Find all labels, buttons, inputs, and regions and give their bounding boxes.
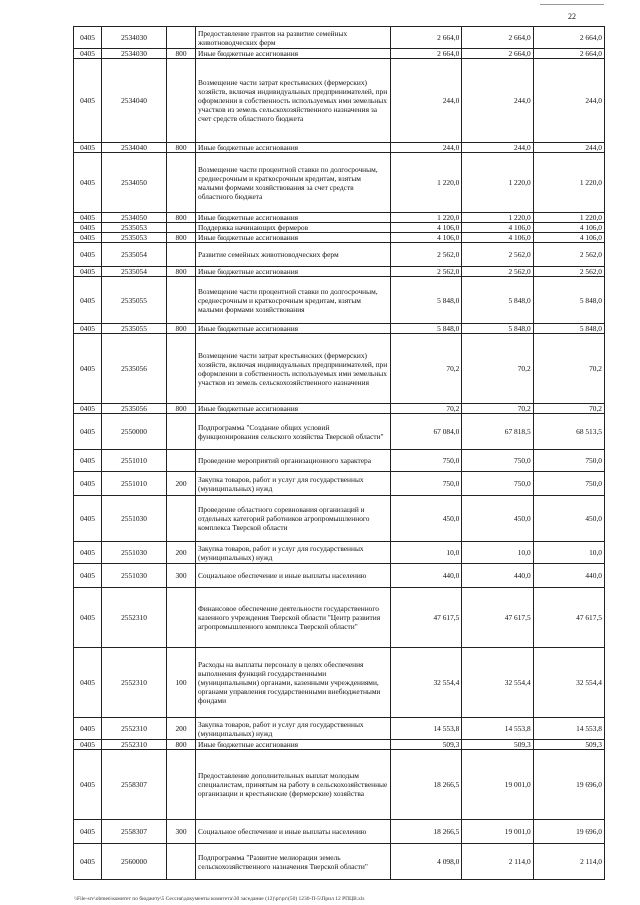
section-code: 0405 — [74, 564, 102, 588]
expense-type — [167, 844, 196, 880]
target-code: 2535055 — [102, 324, 167, 334]
table-row — [74, 496, 605, 542]
amount-year-3: 2 562,0 — [533, 267, 604, 277]
target-code: 2535053 — [102, 223, 167, 233]
target-code: 2552310 — [102, 740, 167, 750]
amount-year-2: 47 617,5 — [462, 588, 533, 648]
item-name: Возмещение части затрат крестьянских (фермерских) хозяйств, включая индивидуальных предпринимателей, при оформлении в собственность используемых ими земельных участков из земель сельскохозяйственного назначения — [196, 334, 391, 404]
section-code: 0405 — [74, 844, 102, 880]
amount-year-3: 750,0 — [533, 472, 604, 496]
item-name: Проведение мероприятий организационного характера — [196, 450, 391, 472]
amount-year-1: 450,0 — [391, 496, 462, 542]
table-row — [74, 648, 605, 718]
amount-year-1: 4 106,0 — [391, 223, 462, 233]
table-row — [74, 564, 605, 588]
amount-year-1: 4 106,0 — [391, 233, 462, 243]
table-row — [74, 334, 605, 404]
item-name: Иные бюджетные ассигнования — [196, 143, 391, 153]
item-name: Подпрограмма "Создание общих условий функционирования сельского хозяйства Тверской области" — [196, 414, 391, 450]
amount-year-3: 70,2 — [533, 404, 604, 414]
item-name: Финансовое обеспечение деятельности государственного казенного учреждения Тверской области "Центр развития агропромышленного комплекса Тверской области" — [196, 588, 391, 648]
target-code: 2558307 — [102, 750, 167, 820]
section-code: 0405 — [74, 233, 102, 243]
amount-year-3: 450,0 — [533, 496, 604, 542]
target-code: 2551030 — [102, 564, 167, 588]
amount-year-2: 2 664,0 — [462, 49, 533, 59]
expense-type — [167, 334, 196, 404]
expense-type: 800 — [167, 267, 196, 277]
amount-year-3: 509,3 — [533, 740, 604, 750]
table-row — [74, 27, 605, 49]
item-name: Закупка товаров, работ и услуг для государственных (муниципальных) нужд — [196, 542, 391, 564]
table-row — [74, 267, 605, 277]
amount-year-2: 19 001,0 — [462, 750, 533, 820]
amount-year-3: 4 106,0 — [533, 233, 604, 243]
item-name: Возмещение части процентной ставки по долгосрочным, среднесрочным и краткосрочным кредитам, взятым малыми формами хозяйствования — [196, 277, 391, 324]
amount-year-1: 244,0 — [391, 143, 462, 153]
amount-year-3: 47 617,5 — [533, 588, 604, 648]
amount-year-1: 1 220,0 — [391, 153, 462, 213]
section-code: 0405 — [74, 450, 102, 472]
item-name: Иные бюджетные ассигнования — [196, 267, 391, 277]
section-code: 0405 — [74, 496, 102, 542]
amount-year-2: 2 114,0 — [462, 844, 533, 880]
amount-year-3: 750,0 — [533, 450, 604, 472]
amount-year-2: 2 562,0 — [462, 243, 533, 267]
amount-year-1: 47 617,5 — [391, 588, 462, 648]
section-code: 0405 — [74, 213, 102, 223]
amount-year-1: 18 266,5 — [391, 750, 462, 820]
table-row — [74, 414, 605, 450]
section-code: 0405 — [74, 27, 102, 49]
amount-year-1: 70,2 — [391, 404, 462, 414]
amount-year-2: 14 553,8 — [462, 718, 533, 740]
target-code: 2560000 — [102, 844, 167, 880]
item-name: Развитие семейных животноводческих ферм — [196, 243, 391, 267]
expense-type: 800 — [167, 233, 196, 243]
amount-year-2: 450,0 — [462, 496, 533, 542]
amount-year-1: 10,0 — [391, 542, 462, 564]
expense-type: 800 — [167, 143, 196, 153]
item-name: Иные бюджетные ассигнования — [196, 324, 391, 334]
target-code: 2535054 — [102, 243, 167, 267]
amount-year-1: 244,0 — [391, 59, 462, 143]
item-name: Возмещение части процентной ставки по долгосрочным, среднесрочным и краткосрочным кредитам, взятым малыми формами хозяйствования за счет средств областного бюджета — [196, 153, 391, 213]
amount-year-3: 244,0 — [533, 59, 604, 143]
amount-year-2: 4 106,0 — [462, 223, 533, 233]
amount-year-3: 5 848,0 — [533, 324, 604, 334]
section-code: 0405 — [74, 404, 102, 414]
amount-year-1: 14 553,8 — [391, 718, 462, 740]
section-code: 0405 — [74, 267, 102, 277]
amount-year-1: 509,3 — [391, 740, 462, 750]
amount-year-2: 19 001,0 — [462, 820, 533, 844]
item-name: Закупка товаров, работ и услуг для государственных (муниципальных) нужд — [196, 718, 391, 740]
expense-type — [167, 750, 196, 820]
target-code: 2534040 — [102, 143, 167, 153]
amount-year-3: 440,0 — [533, 564, 604, 588]
section-code: 0405 — [74, 153, 102, 213]
table-row — [74, 844, 605, 880]
budget-table — [73, 26, 605, 880]
expense-type: 800 — [167, 740, 196, 750]
amount-year-2: 2 664,0 — [462, 27, 533, 49]
amount-year-3: 1 220,0 — [533, 153, 604, 213]
table-row — [74, 59, 605, 143]
section-code: 0405 — [74, 143, 102, 153]
item-name: Предоставление дополнительных выплат молодым специалистам, принятым на работу в сельскохозяйственные организации и крестьянские (фермерские) хозяйства — [196, 750, 391, 820]
expense-type — [167, 414, 196, 450]
item-name: Расходы на выплаты персоналу в целях обеспечения выполнения функций государственными (муниципальными) органами, казенными учреждениями, органами управления государственными внебюджетными фондами — [196, 648, 391, 718]
item-name: Иные бюджетные ассигнования — [196, 404, 391, 414]
item-name: Иные бюджетные ассигнования — [196, 233, 391, 243]
expense-type: 100 — [167, 648, 196, 718]
file-path-footer: \\File-srv\obmen\комитет по бюджету\5 Сессия\документы комитета\30 заседание (12)\pr\pr\(50) 1230-П-5\Прил 12 РПЦВ.xls — [74, 896, 365, 902]
amount-year-3: 10,0 — [533, 542, 604, 564]
amount-year-3: 4 106,0 — [533, 223, 604, 233]
amount-year-1: 2 562,0 — [391, 243, 462, 267]
amount-year-1: 1 220,0 — [391, 213, 462, 223]
section-code: 0405 — [74, 49, 102, 59]
amount-year-2: 244,0 — [462, 143, 533, 153]
expense-type: 800 — [167, 49, 196, 59]
amount-year-2: 1 220,0 — [462, 213, 533, 223]
section-code: 0405 — [74, 414, 102, 450]
amount-year-3: 19 696,0 — [533, 750, 604, 820]
target-code: 2551030 — [102, 542, 167, 564]
expense-type: 200 — [167, 718, 196, 740]
item-name: Закупка товаров, работ и услуг для государственных (муниципальных) нужд — [196, 472, 391, 496]
section-code: 0405 — [74, 588, 102, 648]
target-code: 2550000 — [102, 414, 167, 450]
item-name: Предоставление грантов на развитие семейных животноводческих ферм — [196, 27, 391, 49]
item-name: Подпрограмма "Развитие мелиорации земель сельскохозяйственного назначения Тверской области" — [196, 844, 391, 880]
target-code: 2534050 — [102, 153, 167, 213]
amount-year-1: 440,0 — [391, 564, 462, 588]
amount-year-3: 2 664,0 — [533, 27, 604, 49]
target-code: 2535055 — [102, 277, 167, 324]
expense-type — [167, 450, 196, 472]
expense-type: 300 — [167, 564, 196, 588]
expense-type — [167, 223, 196, 233]
table-row — [74, 472, 605, 496]
amount-year-1: 5 848,0 — [391, 277, 462, 324]
item-name: Возмещение части затрат крестьянских (фермерских) хозяйств, включая индивидуальных предпринимателей, при оформлении в собственность используемых ими земельных участков из земель сельскохозяйственного назначения за счет средств областного бюджета — [196, 59, 391, 143]
header-rule — [540, 4, 604, 5]
amount-year-3: 1 220,0 — [533, 213, 604, 223]
amount-year-2: 750,0 — [462, 450, 533, 472]
expense-type: 800 — [167, 324, 196, 334]
table-row — [74, 820, 605, 844]
expense-type — [167, 496, 196, 542]
item-name: Иные бюджетные ассигнования — [196, 740, 391, 750]
amount-year-2: 440,0 — [462, 564, 533, 588]
amount-year-2: 509,3 — [462, 740, 533, 750]
amount-year-2: 750,0 — [462, 472, 533, 496]
target-code: 2551030 — [102, 496, 167, 542]
expense-type: 800 — [167, 404, 196, 414]
section-code: 0405 — [74, 820, 102, 844]
amount-year-1: 750,0 — [391, 472, 462, 496]
section-code: 0405 — [74, 542, 102, 564]
expense-type — [167, 27, 196, 49]
item-name: Проведение областного соревнования организаций и отдельных категорий работников агропромышленного комплекса Тверской области — [196, 496, 391, 542]
target-code: 2534050 — [102, 213, 167, 223]
section-code: 0405 — [74, 243, 102, 267]
target-code: 2551010 — [102, 450, 167, 472]
table-row — [74, 277, 605, 324]
amount-year-1: 32 554,4 — [391, 648, 462, 718]
amount-year-1: 18 266,5 — [391, 820, 462, 844]
section-code: 0405 — [74, 718, 102, 740]
amount-year-1: 2 562,0 — [391, 267, 462, 277]
target-code: 2534030 — [102, 49, 167, 59]
table-row — [74, 233, 605, 243]
target-code: 2552310 — [102, 648, 167, 718]
table-row — [74, 143, 605, 153]
table-row — [74, 243, 605, 267]
section-code: 0405 — [74, 740, 102, 750]
table-row — [74, 324, 605, 334]
section-code: 0405 — [74, 750, 102, 820]
section-code: 0405 — [74, 324, 102, 334]
amount-year-2: 32 554,4 — [462, 648, 533, 718]
table-row — [74, 588, 605, 648]
table-row — [74, 542, 605, 564]
table-row — [74, 740, 605, 750]
table-row — [74, 750, 605, 820]
item-name: Социальное обеспечение и иные выплаты населению — [196, 564, 391, 588]
item-name: Иные бюджетные ассигнования — [196, 213, 391, 223]
amount-year-1: 67 084,0 — [391, 414, 462, 450]
page-number: 22 — [568, 12, 576, 21]
amount-year-2: 67 818,5 — [462, 414, 533, 450]
amount-year-2: 4 106,0 — [462, 233, 533, 243]
amount-year-3: 2 562,0 — [533, 243, 604, 267]
expense-type — [167, 153, 196, 213]
amount-year-3: 19 696,0 — [533, 820, 604, 844]
table-row — [74, 153, 605, 213]
target-code: 2534040 — [102, 59, 167, 143]
expense-type: 300 — [167, 820, 196, 844]
amount-year-2: 70,2 — [462, 404, 533, 414]
amount-year-3: 2 114,0 — [533, 844, 604, 880]
amount-year-2: 1 220,0 — [462, 153, 533, 213]
amount-year-2: 10,0 — [462, 542, 533, 564]
amount-year-3: 14 553,8 — [533, 718, 604, 740]
amount-year-1: 2 664,0 — [391, 49, 462, 59]
expense-type — [167, 277, 196, 324]
target-code: 2552310 — [102, 588, 167, 648]
item-name: Поддержка начинающих фермеров — [196, 223, 391, 233]
expense-type: 200 — [167, 542, 196, 564]
item-name: Социальное обеспечение и иные выплаты населению — [196, 820, 391, 844]
expense-type — [167, 588, 196, 648]
amount-year-1: 2 664,0 — [391, 27, 462, 49]
section-code: 0405 — [74, 472, 102, 496]
target-code: 2534030 — [102, 27, 167, 49]
table-row — [74, 223, 605, 233]
target-code: 2535056 — [102, 404, 167, 414]
amount-year-3: 5 848,0 — [533, 277, 604, 324]
table-row — [74, 404, 605, 414]
expense-type: 800 — [167, 213, 196, 223]
target-code: 2535056 — [102, 334, 167, 404]
amount-year-1: 5 848,0 — [391, 324, 462, 334]
amount-year-3: 68 513,5 — [533, 414, 604, 450]
section-code: 0405 — [74, 223, 102, 233]
section-code: 0405 — [74, 648, 102, 718]
amount-year-3: 2 664,0 — [533, 49, 604, 59]
amount-year-1: 750,0 — [391, 450, 462, 472]
table-row — [74, 718, 605, 740]
table-row — [74, 450, 605, 472]
section-code: 0405 — [74, 334, 102, 404]
target-code: 2535054 — [102, 267, 167, 277]
target-code: 2558307 — [102, 820, 167, 844]
target-code: 2535053 — [102, 233, 167, 243]
amount-year-3: 244,0 — [533, 143, 604, 153]
amount-year-3: 70,2 — [533, 334, 604, 404]
amount-year-2: 70,2 — [462, 334, 533, 404]
amount-year-1: 4 098,0 — [391, 844, 462, 880]
section-code: 0405 — [74, 59, 102, 143]
expense-type — [167, 243, 196, 267]
amount-year-2: 244,0 — [462, 59, 533, 143]
amount-year-1: 70,2 — [391, 334, 462, 404]
table-row — [74, 49, 605, 59]
amount-year-2: 5 848,0 — [462, 324, 533, 334]
amount-year-3: 32 554,4 — [533, 648, 604, 718]
expense-type: 200 — [167, 472, 196, 496]
expense-type — [167, 59, 196, 143]
item-name: Иные бюджетные ассигнования — [196, 49, 391, 59]
target-code: 2551010 — [102, 472, 167, 496]
section-code: 0405 — [74, 277, 102, 324]
amount-year-2: 2 562,0 — [462, 267, 533, 277]
amount-year-2: 5 848,0 — [462, 277, 533, 324]
table-row — [74, 213, 605, 223]
target-code: 2552310 — [102, 718, 167, 740]
